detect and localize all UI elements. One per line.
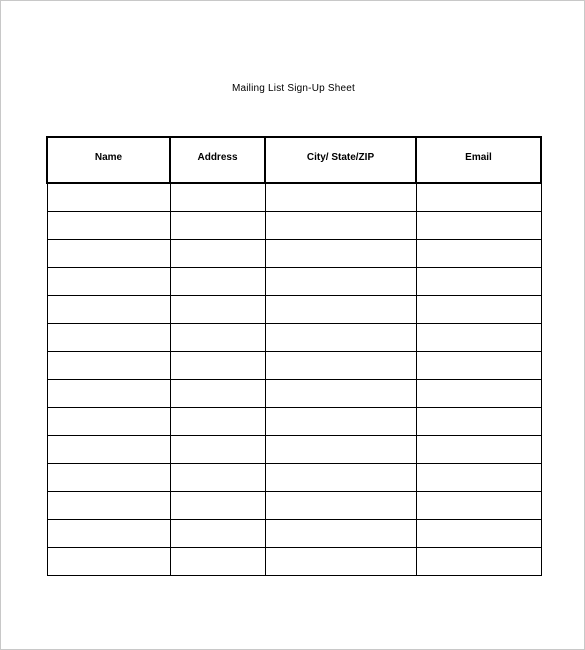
table-row bbox=[47, 183, 541, 212]
cell-name[interactable] bbox=[47, 464, 170, 492]
cell-city-state-zip[interactable] bbox=[265, 548, 416, 576]
table-row bbox=[47, 352, 541, 380]
cell-email[interactable] bbox=[416, 183, 541, 212]
cell-email[interactable] bbox=[416, 492, 541, 520]
cell-name[interactable] bbox=[47, 352, 170, 380]
cell-name[interactable] bbox=[47, 520, 170, 548]
cell-address[interactable] bbox=[170, 352, 265, 380]
table-row bbox=[47, 212, 541, 240]
column-header-name: Name bbox=[47, 137, 170, 183]
table-row bbox=[47, 324, 541, 352]
cell-name[interactable] bbox=[47, 296, 170, 324]
cell-name[interactable] bbox=[47, 212, 170, 240]
table-row bbox=[47, 492, 541, 520]
cell-email[interactable] bbox=[416, 464, 541, 492]
signup-table bbox=[46, 136, 542, 576]
cell-address[interactable] bbox=[170, 268, 265, 296]
cell-address[interactable] bbox=[170, 520, 265, 548]
document-title: Mailing List Sign-Up Sheet bbox=[231, 83, 356, 94]
cell-address[interactable] bbox=[170, 548, 265, 576]
cell-address[interactable] bbox=[170, 408, 265, 436]
cell-city-state-zip[interactable] bbox=[265, 212, 416, 240]
table-row bbox=[47, 408, 541, 436]
cell-email[interactable] bbox=[416, 408, 541, 436]
cell-city-state-zip[interactable] bbox=[265, 408, 416, 436]
cell-name[interactable] bbox=[47, 240, 170, 268]
cell-city-state-zip[interactable] bbox=[265, 268, 416, 296]
cell-email[interactable] bbox=[416, 268, 541, 296]
cell-city-state-zip[interactable] bbox=[265, 492, 416, 520]
cell-name[interactable] bbox=[47, 548, 170, 576]
cell-name[interactable] bbox=[47, 324, 170, 352]
cell-address[interactable] bbox=[170, 183, 265, 212]
cell-address[interactable] bbox=[170, 492, 265, 520]
column-header-address: Address bbox=[170, 137, 265, 183]
cell-address[interactable] bbox=[170, 380, 265, 408]
cell-city-state-zip[interactable] bbox=[265, 436, 416, 464]
cell-name[interactable] bbox=[47, 408, 170, 436]
table-row bbox=[47, 268, 541, 296]
cell-city-state-zip[interactable] bbox=[265, 380, 416, 408]
cell-email[interactable] bbox=[416, 352, 541, 380]
cell-name[interactable] bbox=[47, 492, 170, 520]
table-row bbox=[47, 380, 541, 408]
cell-address[interactable] bbox=[170, 324, 265, 352]
cell-address[interactable] bbox=[170, 212, 265, 240]
cell-city-state-zip[interactable] bbox=[265, 464, 416, 492]
cell-email[interactable] bbox=[416, 324, 541, 352]
column-header-city-state-zip: City/ State/ZIP bbox=[265, 137, 416, 183]
table-row bbox=[47, 240, 541, 268]
cell-city-state-zip[interactable] bbox=[265, 183, 416, 212]
cell-city-state-zip[interactable] bbox=[265, 520, 416, 548]
table-header-row bbox=[47, 137, 541, 183]
cell-address[interactable] bbox=[170, 464, 265, 492]
cell-email[interactable] bbox=[416, 520, 541, 548]
cell-email[interactable] bbox=[416, 212, 541, 240]
cell-name[interactable] bbox=[47, 380, 170, 408]
column-header-email: Email bbox=[416, 137, 541, 183]
table-row bbox=[47, 464, 541, 492]
cell-email[interactable] bbox=[416, 296, 541, 324]
cell-email[interactable] bbox=[416, 548, 541, 576]
cell-address[interactable] bbox=[170, 240, 265, 268]
cell-address[interactable] bbox=[170, 436, 265, 464]
cell-city-state-zip[interactable] bbox=[265, 352, 416, 380]
table-row bbox=[47, 436, 541, 464]
cell-city-state-zip[interactable] bbox=[265, 240, 416, 268]
table-body bbox=[47, 183, 541, 576]
cell-email[interactable] bbox=[416, 436, 541, 464]
cell-name[interactable] bbox=[47, 183, 170, 212]
table-row bbox=[47, 296, 541, 324]
table-row bbox=[47, 548, 541, 576]
cell-name[interactable] bbox=[47, 436, 170, 464]
cell-name[interactable] bbox=[47, 268, 170, 296]
cell-city-state-zip[interactable] bbox=[265, 296, 416, 324]
cell-email[interactable] bbox=[416, 380, 541, 408]
cell-email[interactable] bbox=[416, 240, 541, 268]
cell-city-state-zip[interactable] bbox=[265, 324, 416, 352]
table-row bbox=[47, 520, 541, 548]
cell-address[interactable] bbox=[170, 296, 265, 324]
